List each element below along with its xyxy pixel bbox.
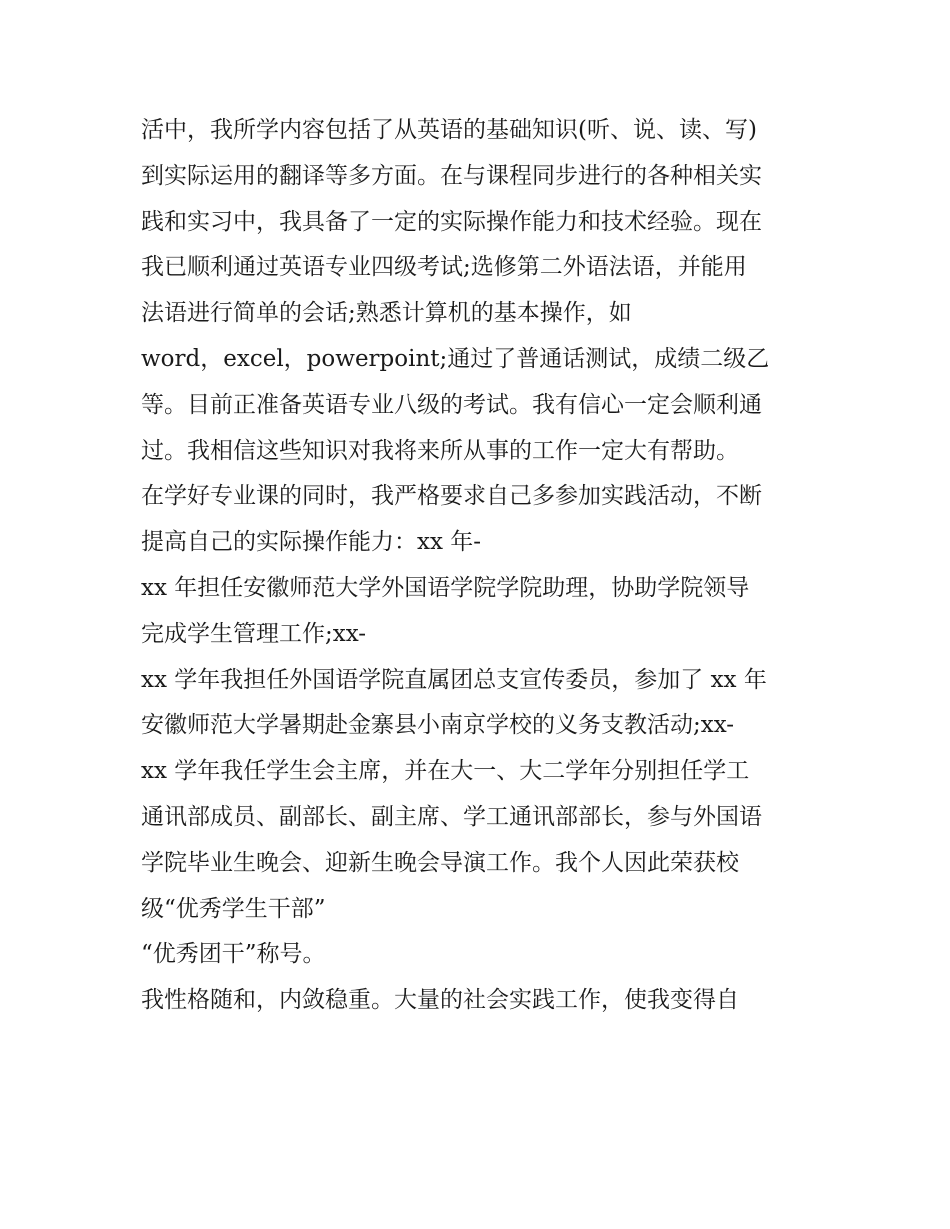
text-line: 等。目前正准备英语专业八级的考试。我有信心一定会顺利通	[141, 391, 762, 418]
text-line: word，excel，powerpoint;通过了普通话测试，成绩二级乙	[141, 345, 770, 372]
text-line: 践和实习中，我具备了一定的实际操作能力和技术经验。现在	[141, 208, 762, 235]
text-line: 完成学生管理工作;xx-	[141, 620, 367, 647]
text-line: 活中，我所学内容包括了从英语的基础知识(听、说、读、写)	[141, 117, 757, 143]
text-line: 过。我相信这些知识对我将来所从事的工作一定大有帮助。	[141, 437, 739, 464]
text-line: 通讯部成员、副部长、副主席、学工通讯部部长，参与外国语	[141, 803, 762, 830]
text-line: “优秀团干”称号。	[141, 941, 326, 968]
text-line: 我性格随和，内敛稳重。大量的社会实践工作，使我变得自	[141, 987, 739, 1014]
text-line: 提高自己的实际操作能力：xx 年-	[141, 529, 482, 556]
text-line: 法语进行简单的会话;熟悉计算机的基本操作，如	[141, 300, 632, 327]
text-line: 学院毕业生晚会、迎新生晚会导演工作。我个人因此荣获校	[141, 849, 739, 876]
text-line: xx 学年我任学生会主席，并在大一、大二学年分别担任学工	[141, 758, 750, 785]
text-line: 到实际运用的翻译等多方面。在与课程同步进行的各种相关实	[141, 162, 762, 189]
text-line: xx 年担任安徽师范大学外国语学院学院助理，协助学院领导	[141, 574, 750, 601]
document-body	[141, 108, 821, 1024]
text-line: 级“优秀学生干部”	[141, 895, 326, 922]
text-line: 安徽师范大学暑期赴金寨县小南京学校的义务支教活动;xx-	[141, 712, 735, 739]
text-line: 我已顺利通过英语专业四级考试;选修第二外语法语，并能用	[141, 254, 747, 281]
text-line: 在学好专业课的同时，我严格要求自己多参加实践活动，不断	[141, 483, 762, 510]
text-line: xx 学年我担任外国语学院直属团总支宣传委员，参加了 xx 年	[141, 666, 767, 693]
